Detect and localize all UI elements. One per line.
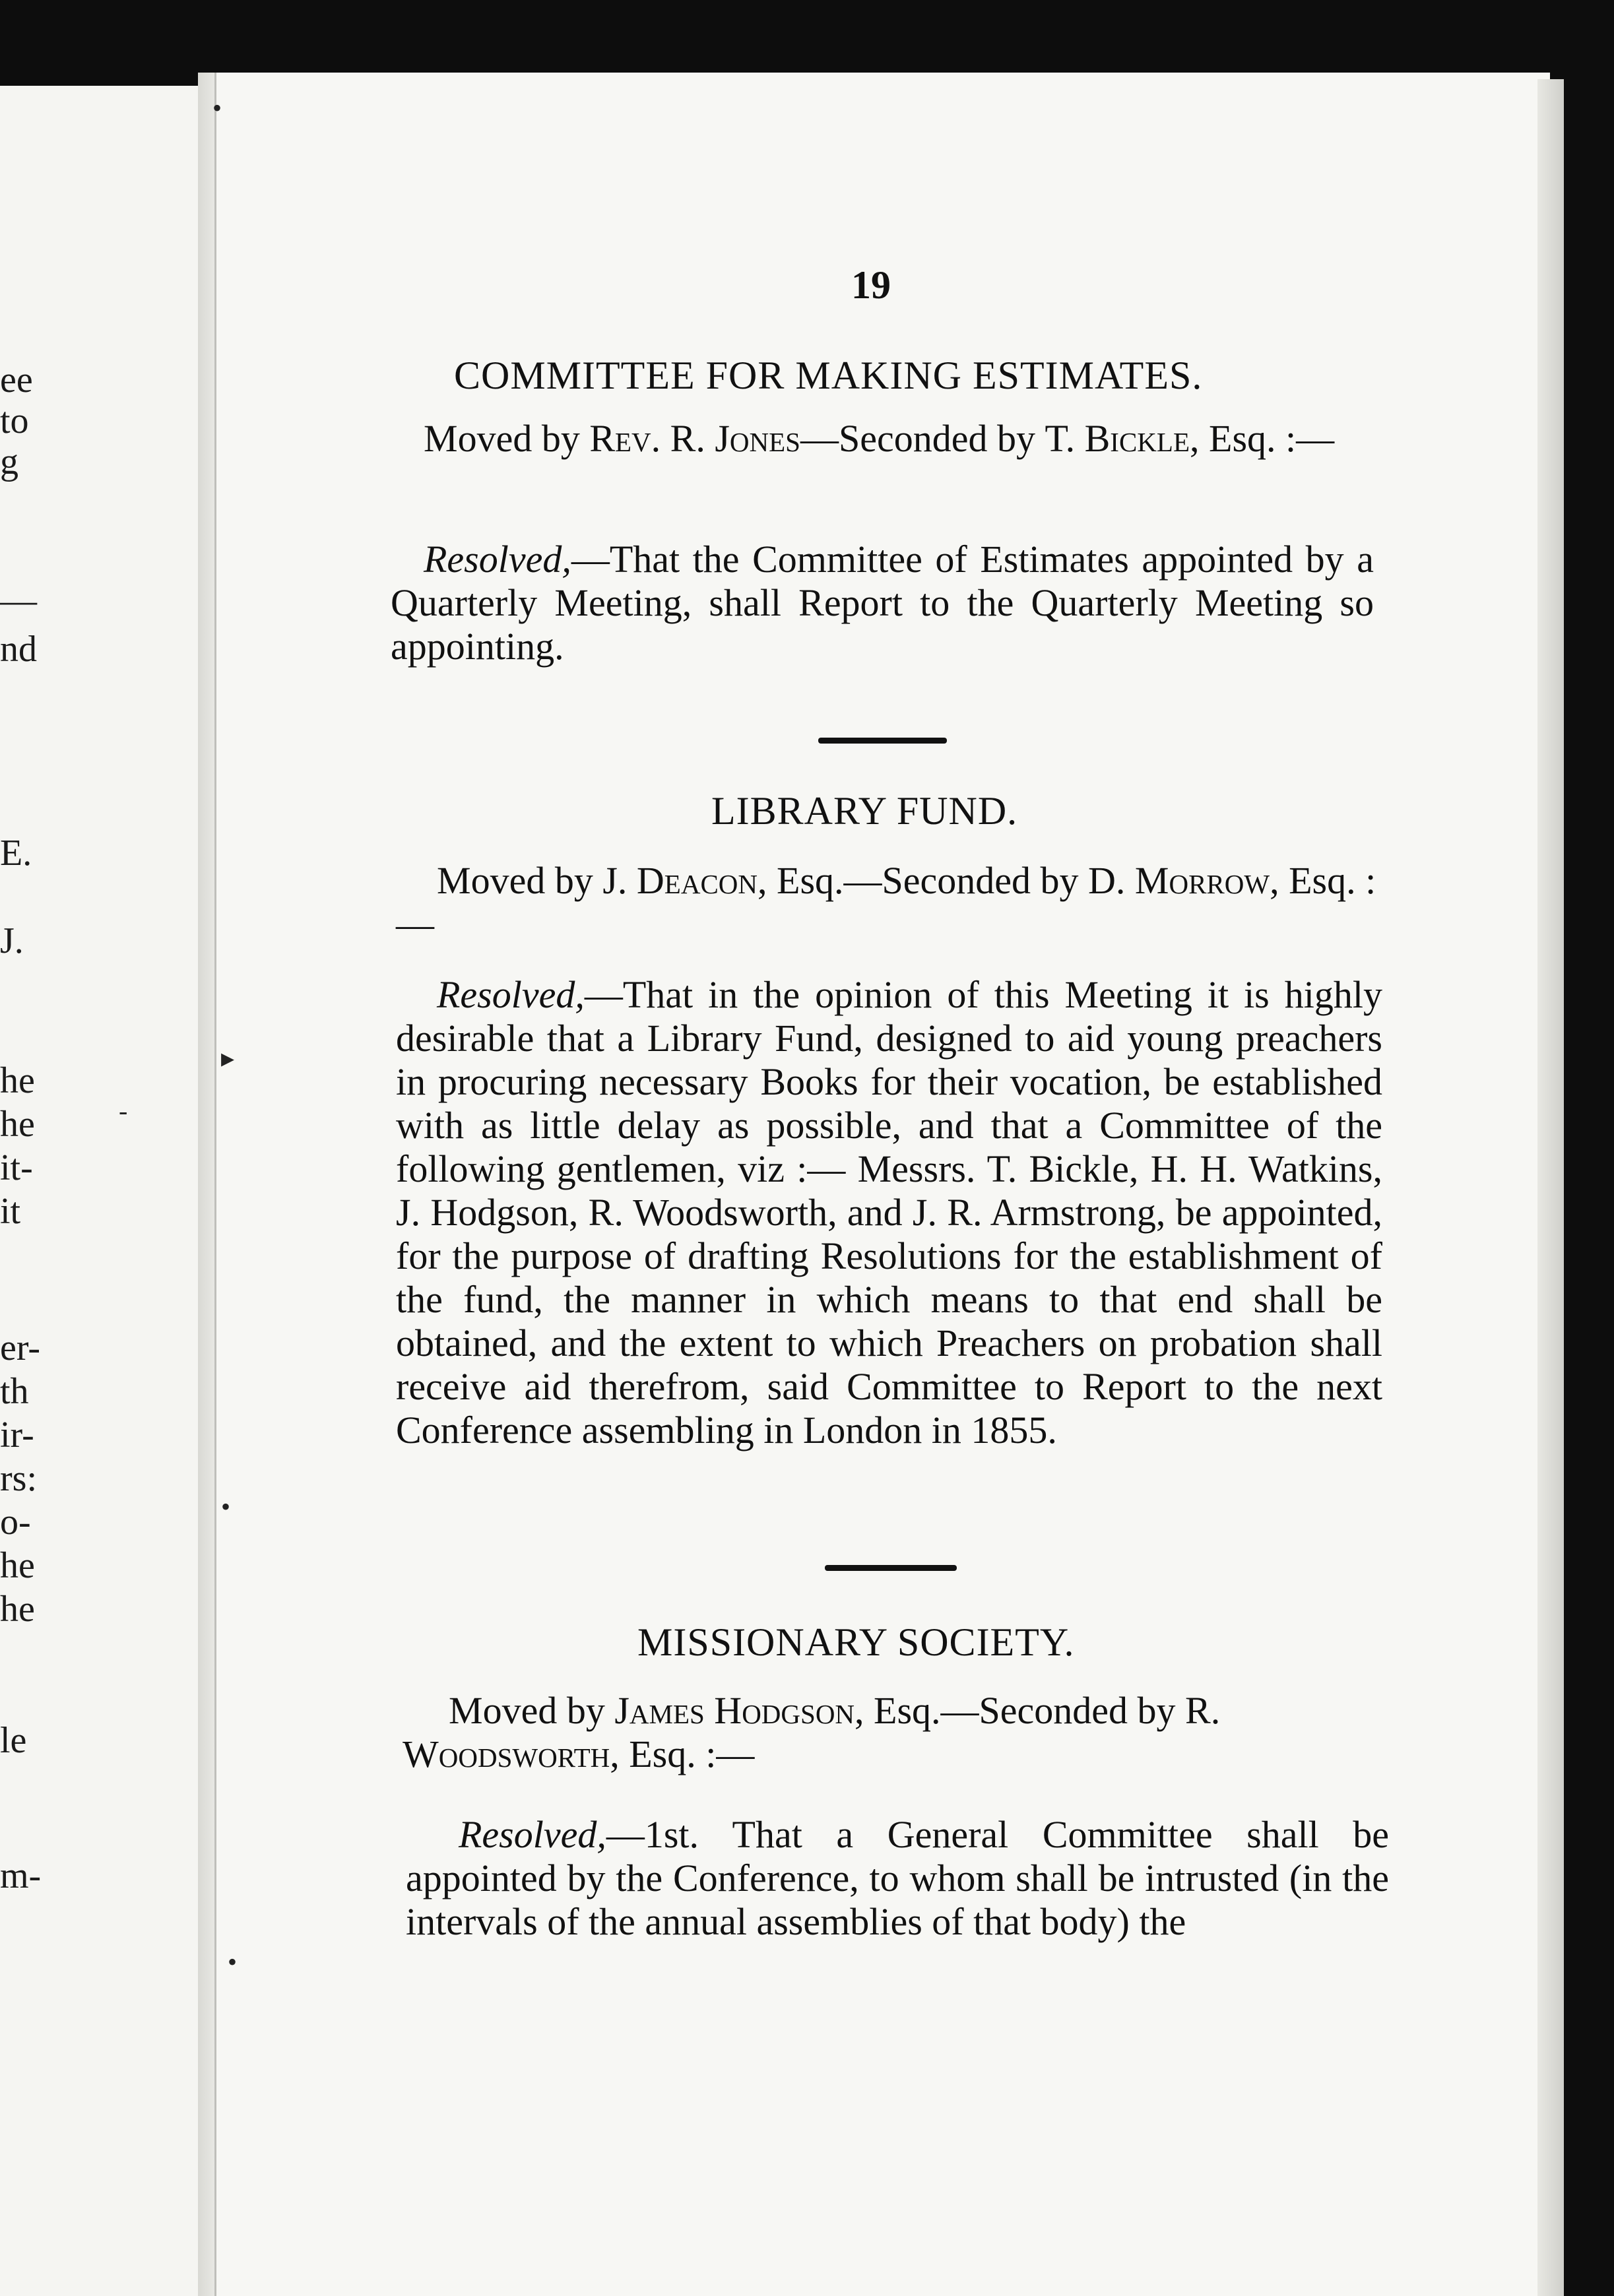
seconder-name: R. Woodsworth bbox=[403, 1689, 1221, 1775]
resolution-text: —1st. That a General Committee shall be appointed by the Conference, to whom shall be intrusted (in the intervals of the annual assemblies of that body) the bbox=[406, 1813, 1389, 1943]
fragment: rs: bbox=[0, 1458, 37, 1499]
fragment: it- bbox=[0, 1147, 33, 1188]
resolution-paragraph bbox=[391, 538, 1374, 668]
resolution-paragraph bbox=[406, 1813, 1389, 1944]
resolution-text: —That in the opinion of this Meeting it is highly desirable that a Library Fund, designed to aid young preachers in procuring necessary Books for their vocation, be established with as little delay as possible, and that a Committee of the following gentlemen, viz :— Messrs. T. Bickle, H. H. Watkins, J. Hodgson, R. Woodsworth, and J. R. Armstrong, be appointed, for the purpose of drafting Resolutions for the establishment of the fund, the manner in which means to that end shall be obtained, and the extent to which Preachers on probation shall receive aid therefrom, said Committee to Report to the next Conference assembling in London in 1855. bbox=[396, 973, 1382, 1451]
resolution-paragraph bbox=[396, 973, 1382, 1452]
resolved-label: Resolved, bbox=[459, 1813, 606, 1856]
seconded-label: , Esq.—Seconded by bbox=[855, 1689, 1176, 1732]
section-divider bbox=[818, 738, 947, 744]
fragment: g bbox=[0, 441, 18, 482]
fragment: he bbox=[0, 1589, 35, 1630]
moved-label: Moved by bbox=[424, 417, 580, 460]
seconded-label: —Seconded by bbox=[800, 417, 1035, 460]
fragment: m- bbox=[0, 1855, 42, 1896]
mover-name: Rev. R. Jones bbox=[589, 417, 800, 460]
scan-mark: • bbox=[221, 1492, 231, 1521]
seconder-name: T. Bickle bbox=[1045, 417, 1190, 460]
motion-line bbox=[391, 417, 1374, 461]
mover-name: James Hodgson bbox=[614, 1689, 855, 1732]
fragment: he bbox=[0, 1545, 35, 1586]
page-edge bbox=[1537, 79, 1564, 2296]
page-number: 19 bbox=[851, 263, 891, 307]
fragment: he bbox=[0, 1104, 35, 1145]
mover-name: J. Deacon bbox=[602, 859, 758, 902]
fragment: o- bbox=[0, 1502, 31, 1543]
fragment: E. bbox=[0, 833, 32, 874]
fragment: — bbox=[0, 580, 37, 621]
scan-mark: • bbox=[228, 1947, 238, 1977]
seconded-label: , Esq.—Seconded by bbox=[758, 859, 1079, 902]
facing-page bbox=[0, 86, 205, 2296]
fragment: to bbox=[0, 400, 29, 441]
esq-label: , Esq. :— bbox=[396, 859, 1376, 945]
motion-line bbox=[396, 859, 1382, 946]
fragment: er- bbox=[0, 1327, 41, 1368]
esq-label: , Esq. :— bbox=[610, 1733, 755, 1775]
fragment: it bbox=[0, 1191, 21, 1232]
scan-mark: - bbox=[119, 1096, 128, 1126]
esq-label: , Esq. :— bbox=[1190, 417, 1335, 460]
scan-mark: • bbox=[212, 93, 222, 123]
section-heading-missionary-society: MISSIONARY SOCIETY. bbox=[637, 1620, 1075, 1664]
resolved-label: Resolved, bbox=[424, 538, 571, 581]
fragment: th bbox=[0, 1371, 29, 1412]
fragment: J. bbox=[0, 920, 24, 961]
motion-line bbox=[403, 1689, 1386, 1776]
fragment: he bbox=[0, 1060, 35, 1101]
moved-label: Moved by bbox=[437, 859, 593, 902]
fragment: nd bbox=[0, 629, 37, 670]
fragment: le bbox=[0, 1720, 27, 1761]
fragment: ir- bbox=[0, 1415, 34, 1455]
moved-label: Moved by bbox=[449, 1689, 605, 1732]
resolution-text: —That the Committee of Estimates appointed by a Quarterly Meeting, shall Report to the Quarterly Meeting so appointing. bbox=[391, 538, 1374, 668]
seconder-name: D. Morrow bbox=[1088, 859, 1270, 902]
fragment: ee bbox=[0, 360, 33, 400]
section-divider bbox=[825, 1565, 957, 1571]
section-heading-estimates: COMMITTEE FOR MAKING ESTIMATES. bbox=[454, 354, 1203, 397]
section-heading-library-fund: LIBRARY FUND. bbox=[711, 789, 1018, 833]
scan-mark: ▸ bbox=[221, 1043, 235, 1073]
resolved-label: Resolved, bbox=[437, 973, 585, 1016]
